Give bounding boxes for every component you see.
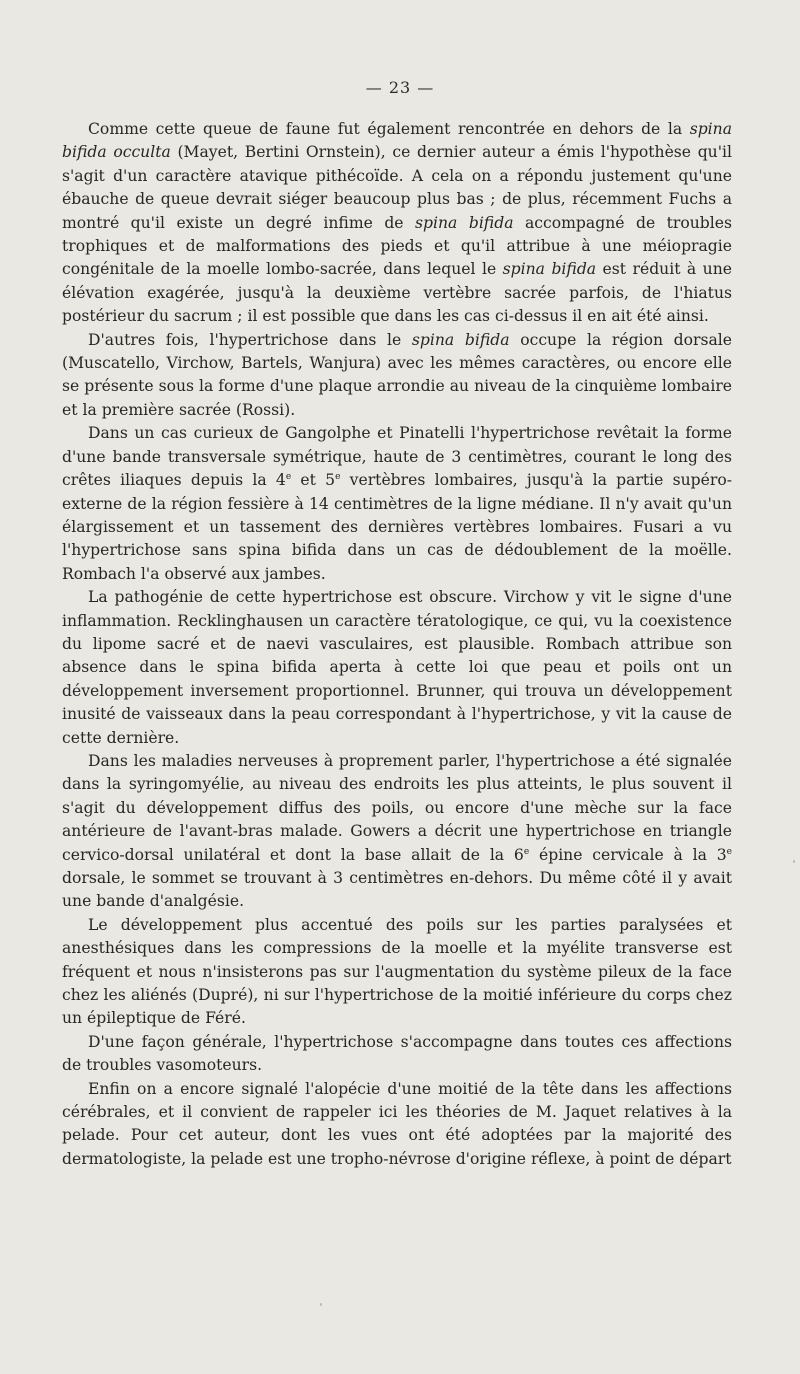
paper-speck — [793, 860, 795, 863]
paragraph: Comme cette queue de faune fut également rencontrée en dehors de la spina bifida occulta (Mayet, Bertini Ornstein), ce dernier auteur a émis l'hypothèse qu'il s'agit d'un caractère atavique pithécoïde. A cela on a répondu justement qu'une ébauche de queue devrait siéger beaucoup plus bas ; de plus, récemment Fuchs a montré qu'il existe un degré infime de spina bifida accompagné de troubles trophiques et de malformations des pieds et qu'il attribue à une méiopragie congénitale de la moelle lombo-sacrée, dans lequel le spina bifida est réduit à une élévation exagérée, jusqu'à la deuxième vertèbre sacrée parfois, de l'hiatus postérieur du sacrum ; il est possible que dans les cas ci-dessus il en ait été ainsi. — [62, 120, 733, 326]
paragraph: La pathogénie de cette hypertrichose est obscure. Virchow y vit le signe d'une inflammation. Recklinghausen un caractère tératologique, ce qui, vu la coexistence du lipome sacré et de naevi vasculaires, est plausible. Rombach attribue son absence dans le spina bifida aperta à cette loi que peau et poils ont un développement inversement proportionnel. Brunner, qui trouva un développement inusité de vaisseaux dans la peau correspondant à l'hypertrichose, y vit la cause de cette dernière. — [62, 588, 732, 747]
paragraph: Le développement plus accentué des poils sur les parties paralysées et anesthésiques dans les compressions de la moelle et la myélite transverse est fréquent et nous n'insisterons pas sur l'augmentation du système pileux de la face chez les aliénés (Dupré), ni sur l'hypertrichose de la moitié inférieure du corps chez un épileptique de Féré. — [62, 915, 732, 1028]
paragraph: D'une façon générale, l'hypertrichose s'accompagne dans toutes ces affections de troubles vasomoteurs. — [62, 1032, 732, 1075]
paragraph: Dans les maladies nerveuses à proprement parler, l'hypertrichose a été signalée dans la syringomyélie, au niveau des endroits les plus atteints, le plus souvent il s'agit du développement diffus des poils, ou encore d'une mèche sur la face antérieure de l'avant-bras malade. Gowers a décrit une hypertrichose en triangle cervico-dorsal unilatéral et dont la base allait de la 6e épine cervicale à la 3e dorsale, le sommet se trouvant à 3 centimètres en-dehors. Du même côté il y avait une bande d'analgésie. — [62, 751, 732, 911]
page-number: — 23 — — [365, 78, 435, 97]
body-text — [62, 118, 732, 1171]
paper-speck — [320, 1303, 322, 1306]
paragraph: Enfin on a encore signalé l'alopécie d'une moitié de la tête dans les affections cérébrales, et il convient de rappeler ici les théories de M. Jaquet relatives à la pelade. Pour cet auteur, dont les vues ont été adoptées par la majorité des dermatologiste, la pelade est une tropho-névrose d'origine réflexe, à point de départ — [62, 1079, 732, 1168]
paragraph: Dans un cas curieux de Gangolphe et Pinatelli l'hypertrichose revêtait la forme d'une bande transversale symétrique, haute de 3 centimètres, courant le long des crêtes iliaques depuis la 4e et 5e vertèbres lombaires, jusqu'à la partie supéro-externe de la région fessière à 14 centimètres de la ligne médiane. Il n'y avait qu'un élargissement et un tassement des dernières vertèbres lombaires. Fusari a vu l'hypertrichose sans spina bifida dans un cas de dédoublement de la moëlle. Rombach l'a observé aux jambes. — [62, 424, 733, 583]
paragraph: D'autres fois, l'hypertrichose dans le spina bifida occupe la région dorsale (Muscatello, Virchow, Bartels, Wanjura) avec les mêmes caractères, ou encore elle se présente sous la forme d'une plaque arrondie au niveau de la cinquième lombaire et la première sacrée (Rossi). — [62, 330, 732, 419]
